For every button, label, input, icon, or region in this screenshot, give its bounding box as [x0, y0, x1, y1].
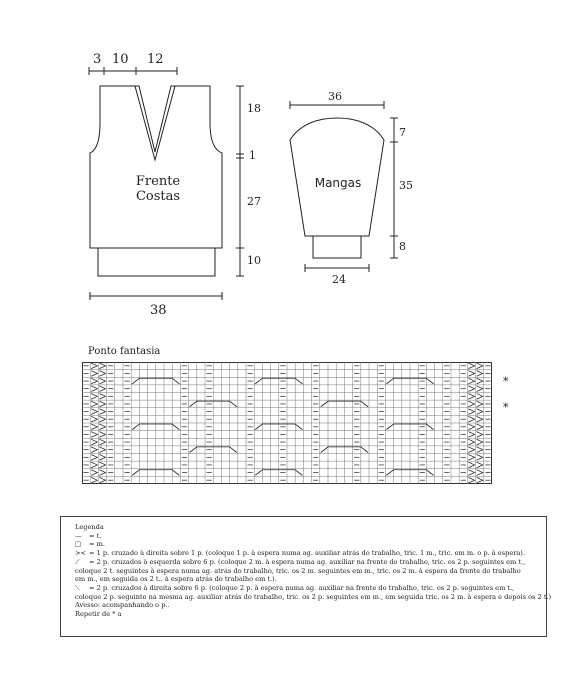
cross-stitch-symbol	[99, 409, 105, 415]
cross-stitch-symbol	[91, 432, 97, 438]
cross-stitch-symbol	[99, 394, 105, 400]
measure-label: 8	[399, 240, 406, 253]
cross-stitch-symbol	[468, 394, 474, 400]
cross-stitch-symbol	[468, 378, 474, 384]
cross-stitch-symbol	[91, 424, 97, 430]
cross-stitch-symbol	[99, 470, 105, 476]
measure-label: 3	[93, 52, 102, 67]
cross-stitch-symbol	[468, 409, 474, 415]
sleeve-label: Mangas	[314, 176, 362, 190]
cross-stitch-symbol	[468, 439, 474, 445]
cross-stitch-symbol	[468, 432, 474, 438]
measure-label: 35	[399, 179, 413, 192]
sleeve-ribbing	[313, 236, 361, 258]
legend-line: em m., em seguida os 2 t.. à espera atrás do trabalho em t.).	[75, 575, 277, 584]
cross-stitch-symbol	[468, 470, 474, 476]
measure-label: 36	[328, 90, 342, 103]
measure-label: 38	[150, 303, 167, 318]
cross-stitch-symbol	[91, 462, 97, 468]
cross-stitch-symbol	[99, 363, 105, 369]
cross-stitch-symbol	[468, 455, 474, 461]
cross-stitch-symbol	[91, 416, 97, 422]
cross-stitch-symbol	[99, 424, 105, 430]
cross-stitch-symbol	[99, 416, 105, 422]
cross-stitch-symbol	[477, 455, 483, 461]
garment-schematic	[0, 0, 580, 340]
cross-stitch-symbol	[477, 386, 483, 392]
cross-stitch-symbol	[477, 394, 483, 400]
measure-label: 10	[112, 52, 129, 67]
cross-stitch-symbol	[99, 432, 105, 438]
cross-stitch-symbol	[468, 462, 474, 468]
cross-stitch-symbol	[477, 409, 483, 415]
cross-stitch-symbol	[477, 462, 483, 468]
body-piece-outline	[90, 86, 222, 248]
knit-symbol-icon: □	[75, 540, 82, 549]
cross-stitch-symbol	[477, 470, 483, 476]
body-ribbing	[98, 248, 215, 276]
cross-stitch-symbol	[91, 363, 97, 369]
cross-stitch-symbol	[91, 401, 97, 407]
cross-stitch-symbol	[477, 378, 483, 384]
cross-stitch-symbol	[91, 409, 97, 415]
cross-stitch-symbol	[468, 447, 474, 453]
cross-stitch-symbol	[99, 447, 105, 453]
cross-stitch-symbol	[99, 462, 105, 468]
legend-line: — = t.	[75, 531, 102, 540]
legend-line: coloque 2 t. seguintes à espera numa ag. atrás do trabalho, tric. os 2 m. seguintes em m., tric. os 2 m. à espera da frente do trabalho	[75, 566, 521, 575]
repeat-star-marker: *	[503, 401, 509, 414]
measure-label: 18	[247, 102, 261, 115]
cross-stitch-symbol	[468, 416, 474, 422]
back-label: Costas	[135, 189, 181, 204]
cross-stitch-symbol	[468, 424, 474, 430]
cross-stitch-symbol	[477, 439, 483, 445]
cross-stitch-symbol	[477, 424, 483, 430]
chart-title: Ponto fantasia	[88, 346, 161, 357]
legend-line: >< = 1 p. cruzado à direita sobre 1 p. (coloque 1 p. à espera numa ag. auxiliar atrás do trabalho, tric. 1 m., tric. em m. o p. à espera).	[75, 549, 525, 558]
purl-symbol-icon: —	[75, 531, 82, 540]
cross-stitch-symbol	[99, 439, 105, 445]
v-neck-inner	[135, 86, 175, 152]
cable-left-symbol-icon: ⟋	[75, 557, 80, 566]
cross-stitch-symbol	[91, 394, 97, 400]
legend-line: □ = m.	[75, 540, 105, 549]
cross-stitch-symbol	[468, 363, 474, 369]
cross-stitch-symbol	[91, 455, 97, 461]
repeat-star-marker: *	[503, 375, 509, 388]
cross-stitch-symbol	[91, 371, 97, 377]
cross-stitch-symbol	[91, 439, 97, 445]
cross-stitch-symbol	[91, 386, 97, 392]
cross-stitch-symbol	[477, 477, 483, 483]
legend-line: ⟍ = 2 p. cruzados à direita sobre 6 p. (coloque 2 p. à espera numa ag. auxiliar na frente do trabalho, tric. os 2 p. seguintes em t.,	[75, 583, 515, 592]
cross-stitch-symbol	[477, 401, 483, 407]
cross-stitch-symbol	[468, 401, 474, 407]
cross-right-symbol-icon: ><	[75, 549, 87, 558]
cable-right-symbol-icon: ⟍	[75, 583, 80, 592]
cross-stitch-symbol	[91, 477, 97, 483]
stitch-chart-grid	[82, 362, 492, 484]
cross-stitch-symbol	[477, 363, 483, 369]
measure-label: 12	[147, 52, 164, 67]
cross-stitch-symbol	[91, 447, 97, 453]
measure-label: 24	[332, 273, 346, 286]
cross-stitch-symbol	[99, 455, 105, 461]
legend-line: coloque 2 p. seguinte na mesma ag. auxiliar atrás do trabalho, tric. os 2 p. seguintes em m., em seguida tric. os 2 m. à espera e depois os 2 t.)	[75, 592, 552, 601]
cross-stitch-symbol	[91, 378, 97, 384]
cross-stitch-symbol	[91, 470, 97, 476]
cross-stitch-symbol	[99, 371, 105, 377]
front-back-label	[130, 174, 186, 204]
cross-stitch-symbol	[99, 401, 105, 407]
cross-stitch-symbol	[477, 371, 483, 377]
cross-stitch-symbol	[99, 477, 105, 483]
legend-line: Repetir de * a	[75, 610, 122, 619]
cross-stitch-symbol	[99, 386, 105, 392]
cross-stitch-symbol	[99, 378, 105, 384]
legend-title: Legenda	[75, 523, 104, 531]
cross-stitch-symbol	[468, 371, 474, 377]
cross-stitch-symbol	[477, 447, 483, 453]
measure-label: 27	[247, 195, 261, 208]
front-label: Frente	[135, 174, 181, 189]
measure-label: 7	[399, 126, 406, 139]
legend-line: Avesso: acompanhando o p..	[75, 601, 170, 610]
cross-stitch-symbol	[477, 416, 483, 422]
legend-line: ⟋ = 2 p. cruzados à esquerda sobre 6 p. (coloque 2 m. à espera numa ag. auxiliar na frente do trabalho, tric. os 2 p. seguintes em t.,	[75, 557, 526, 566]
cross-stitch-symbol	[477, 432, 483, 438]
measure-label: 1	[249, 149, 256, 162]
cross-stitch-symbol	[468, 477, 474, 483]
measure-label: 10	[247, 254, 261, 267]
cross-stitch-symbol	[468, 386, 474, 392]
legend-box	[60, 516, 552, 637]
